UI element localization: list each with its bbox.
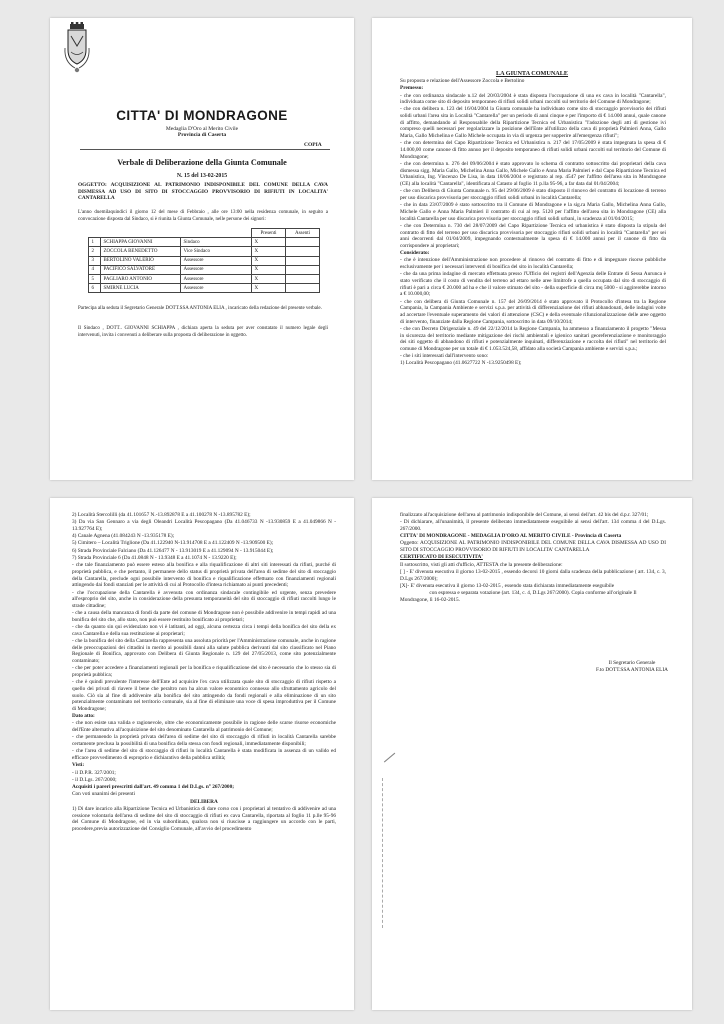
member-absent (286, 265, 320, 274)
paragraph: Acquisiti i pareri prescritti dall'art. 49 comma 1 del D.Lgs. n° 267/2000; (72, 784, 234, 791)
intro-paragraph: L'anno duemilaquindici il giorno 12 del mese di Febbraio , alle ore 13:00 nella residenza comunale, in seguito a convocazione disposta dal Sindaco, si è riunita la Giunta Comunale, nelle persone dei signori: (78, 210, 328, 222)
paragraph: - che con Determina n. 730 del 28/07/2009 del Capo Ripartizione Tecnica ed urbanistica è stato disposta la stipula del contratto di fitto del terreno per uso discarica provvisoria per stoccaggio rifiuti solidi urbani in località "Cantarella" per sei anni decorrenti dal 01/04/2009, impegnando contestualmente la spesa di € 14.000 annui per il canone di fitto da corrispondere ai proprietari; (400, 222, 666, 249)
paragraph: 3) Da via San Gennaro a via degli Oleandri Località Pescopagano (Da 41.046733 N -13.930859 E a 41.049866 N - 13.927764 E); (72, 519, 336, 532)
signature-role: Il Segretario Generale (608, 660, 656, 666)
paragraph: 2) Località Stercolilli (da 41.101657 N.-13.892878 E a 41.100278 N -13.895782 E); (72, 512, 251, 518)
table-row (89, 274, 320, 283)
member-present: X (252, 247, 286, 256)
paragraph: - che con delibera di Giunta Comunale n. 157 del 26/09/2014 è stato approvato il Protocollo d'intesa tra la Regione Campania, la Campania Ambiente e servizi s.p.a. per attività di differenziazione dei rifiuti abbandonati, delle indagini volte ad accertare l'eventuale superamento dei valori di attenzione (CSC) e della eventuale rifunzionalizzazione delle aree oggetto di intervento, finanziate dalla Regione Campania, sottoscritto in data 09/10/2014; (400, 298, 666, 325)
municipal-crest-icon (62, 22, 92, 74)
paragraph: - che con determina del Capo Ripartizione Tecnica ed Urbanistica n. 217 del 17/05/2009 è stata impegnata la spesa di € 14.000,00 come canone di fitto annuo per il deposito temporaneo di rifiuti solidi urbani raccolti sul territorio del Comune di Mondragone; (400, 140, 666, 160)
paragraph: Premesso: (400, 85, 424, 92)
member-number: 2 (89, 247, 101, 256)
member-present: X (252, 284, 286, 293)
member-role: Assessore (181, 274, 252, 283)
paragraph: Il sottoscritto, visti gli atti d'ufficio, ATTESTA che la presente deliberazione: (400, 561, 563, 568)
mayor-paragraph: Il Sindaco , DOTT.. GIOVANNI SCHIAPPA , dichiara aperta la seduta per aver constatato il numero legale degli intervenuti, invita i convenuti a deliberare sulla proposta di deliberazione in oggetto. (78, 326, 328, 338)
table-row (89, 284, 320, 293)
paragraph: 7) Strada Provinciale 6 (Da 41.0848 N - 13.9348 E a 41.1074 N - 13.9220 E); (72, 555, 237, 561)
member-absent (286, 238, 320, 247)
document-title: Verbale di Deliberazione della Giunta Comunale (117, 158, 287, 167)
paragraph: 1) Località Pescopagano (41.0627722 N -13.9250498 E); (400, 360, 522, 367)
paragraph: - che da quanto sin qui evidenziato non vi è latitanti, ad oggi, alcuna certezza circa i tempi della bonifica del sito della ex cava Cantarella e della sua restituzione ai proprietari; (72, 624, 336, 637)
subject-block (78, 182, 328, 202)
subtitle-province: Provincia di Caserta (177, 132, 227, 138)
member-name: SMIRNE LUCIA (101, 284, 181, 293)
document-number: N. 15 del 13-02-2015 (176, 173, 228, 179)
member-name: PACIFICO SALVATORE (101, 265, 181, 274)
page-4-body (400, 512, 666, 605)
page-4 (372, 498, 692, 1010)
paragraph: - che permanendo la proprietà privata dell'area di sedime del sito di stoccaggio di rifiuti in località Cantarella sarebbe certamente preclusa la possibilità di una bonifica della stessa con fondi regionali, immediatamente disponibili; (72, 734, 336, 748)
member-role: Sindaco (181, 238, 252, 247)
attendance-table (88, 228, 320, 293)
pen-mark (379, 747, 396, 763)
paragraph: - il D.P.R. 327/2001; (72, 769, 116, 776)
paragraph: - che tale finanziamento può essere esteso alla bonifica e alla riqualificazione di altri siti interessati da rifiuti, purché di proprietà pubblica, e che pertanto, il permanere dello status di proprietà privata dell'area di sedime del sito di stoccaggio della Cantarella, preclude ogni possibile intervento di bonifica e riqualificazione effettuato con finanziamenti regionali attingendo dai fondi stanziati per le attività di cui al Protocollo d'intesa richiamato ai punti precedenti; (72, 562, 336, 589)
member-number: 1 (89, 238, 101, 247)
page-1 (50, 18, 354, 480)
paragraph: 4) Canale Agnena (41.084243 N -13.935178 E); (72, 533, 175, 540)
paragraph: Mondragone, lì 16-02-2015. (400, 597, 461, 604)
divider (80, 149, 330, 150)
member-role: Assessore (181, 256, 252, 265)
table-row (89, 247, 320, 256)
paragraph: CITTA' DI MONDRAGONE - MEDAGLIA D'ORO AL MERITO CIVILE - Provincia di Caserta (400, 533, 622, 540)
paragraph: - che i siti interessati dall'intervento sono: (400, 353, 489, 360)
paragraph: - che da una prima indagine di mercato effettuata presso l'Ufficio dei registri dell'Agenzia delle Entrate di Sessa Aurunca è stato verificato che il costo di vendita del terreno ad ettaro nelle aree limitrofe a quella occupata dal sito di stoccaggio di rifiuti è pari a circa € 20.000 ad ha e che il valore stimato del sito - della superficie di circa mq 5000 - si aggirerebbe intorno a € 10.000,00; (400, 271, 666, 298)
member-present: X (252, 256, 286, 265)
paragraph: - che per poter accedere a finanziamenti regionali per la bonifica e riqualificazione del sito è necessario che lo stesso sia di proprietà pubblica; (72, 665, 336, 678)
scan-margin-line (382, 778, 391, 928)
member-absent (286, 247, 320, 256)
member-number: 5 (89, 274, 101, 283)
signature-block (582, 660, 682, 674)
paragraph: - che è intenzione dell'Amministrazione non procedere al rinnovo del contratto di fitto e di impegnare risorse pubbliche esclusivamente per i necessari interventi di bonifica del sito in località Cantarella; (400, 257, 666, 271)
subject-text: ACQUISIZIONE AL PATRIMONIO INDISPONIBILE DEL COMUNE DELLA CAVA DISMESSA AD USO DI SITO DI STOCCAGGIO PROVVISORIO DI RIFIUTI IN LOCALITA' CANTARELLA (78, 182, 328, 202)
page-3 (50, 498, 354, 1010)
table-row (89, 256, 320, 265)
member-number: 6 (89, 284, 101, 293)
paragraph: - che con determina n. 276 del 09/06/2004 è stato approvato lo schema di contratto sottoscritto dai proprietari della cava dismessa sigg. Maria Gallo, Michelina Anna Gallo, Michele Gallo e Anna Maria Palmieri e dal Capo Ripartizione Tecnica ed Urbanistica, Ing. Vincenzo De Lisa, in data 18/06/2004 e registrato al rep. 4547 per l'affitto dell'area sita in Mondragone (CE) alla località "Cantarella", identificata al Catasto al foglio 11 p.lla 95-96, a far data dal 01/04/2004; (400, 161, 666, 188)
member-present: X (252, 238, 286, 247)
copy-label: COPIA (304, 142, 322, 148)
paragraph: - che la bonifica del sito della Cantarella rappresenta una assoluta priorità per l'Amministrazione comunale, anche in ragione delle preoccupazioni dei cittadini in merito ai possibili danni alla salute pubblica derivanti dal sito classificato nel Piano Regionale di Bonifica, approvato con Delibera di Giunta Regionale n. 129 del 27/05/2013, come sito potenzialmente contaminato; (72, 638, 336, 665)
paragraph: - che a causa della mancanza di fondi da parte del comune di Mondragone non è possibile addivenire in tempi rapidi ad una bonifica del sito che, allo stato, non può essere restituito bonificato ai proprietari; (72, 610, 336, 623)
paragraph: con espressa e separata votazione (art. 134, c. 4, D.Lgs 267/2000). Copia conforme all'originale Il (429, 590, 637, 597)
member-present: X (252, 265, 286, 274)
paragraph: finalizzato all'acquisizione dell'area al patrimonio indisponibile del Comune, ai sensi dell'art. 42 bis del d.p.r. 327/01; (400, 512, 649, 518)
subtitle-medal: Medaglia D'Oro al Merito Civile (165, 126, 239, 132)
paragraph: Visti: (72, 762, 85, 769)
paragraph: - che con delibera n. 123 del 16/04/2004 la Giunta comunale ha individuato come sito di stoccaggio provvisorio dei rifiuti solidi urbani l'area sita in Località "Cantarella" per un periodo di anni cinque e per l'importo di € 14.000 annui, quale canone di affitto, demandando al Responsabile della Ripartizione Tecnica ed Urbanistica "l'adozione degli atti di gestione ivi compreso quelli necessari per regolarizzare la posizione dell'Ente all'utilizzo della cava di proprietà Palmieri Anna, Gallo Maria, Gallo Michelina e Gallo Michele occupata in via di urgenza per sopperire all'emergenza rifiuti"; (400, 106, 666, 140)
paragraph: - Di dichiarare, all'unanimità, il presente deliberato immediatamente eseguibile ai sensi dell'art. 134 comma 4 del D.Lgs. 267/2000. (400, 519, 666, 532)
paragraph: - che con Decreto Dirigenziale n. 49 del 22/12/2014 la Regione Campania, ha ammesso a finanziamento il progetto "Messa in sicurezza del territorio mediante mitigazione dei rischi ambientali e igienico sanitari georeferenziazione e monitoraggio dei siti oggetto di abbandono di rifiuti e potenzialmente inquinati, differenziazione e raccolta dei rifiuti" nel territorio del comune di Mondragone per un totale di € 1.053.524,58, affidato alla società Campania ambiente e servizi s.p.a.; (400, 325, 666, 352)
paragraph: Con voti unanimi dei presenti (72, 791, 135, 798)
paragraph: - che è quindi prevalente l'interesse dell'Ente ad acquisire l'ex cava utilizzata quale sito di stoccaggio di rifiuti rispetto a quello dei privati di riavere il bene che peraltro non ha alcun valore economico connesso allo sfruttamento agricolo del suolo. Ciò sia al fine di addivenire alla bonifica del sito attingendo da fondi regionali e alla eliminazione di un sito potenzialmente contaminato nel territorio comunale, sia al fine di eliminare una voce di spesa improduttiva per il Comune di Mondragone; (72, 679, 336, 712)
secretary-paragraph: Partecipa alla seduta il Segretario Generale DOTT.SSA ANTONIA ELIA , incaricato della redazione del presente verbale. (78, 306, 322, 311)
table-row (89, 238, 320, 247)
member-absent (286, 256, 320, 265)
paragraph: Su proposta e relazione dell'Assessore Zoccola e Bertolino (400, 78, 525, 84)
paragraph: - il D.Lgs. 267/2000; (72, 776, 117, 783)
paragraph: [ ] - E' divenuta esecutiva il giorno 13-02-2015 , essendo decorsi 10 giorni dalla scadenza della pubblicazione ( art. 134, c. 3, D.Lgs 267/2000); (400, 568, 666, 582)
member-name: ZOCCOLA BENEDETTO (101, 247, 181, 256)
section-heading: LA GIUNTA COMUNALE (495, 70, 569, 77)
member-name: BERTOLINO VALERIO (101, 256, 181, 265)
paragraph: 6) Strada Provinciale Falciano (Da 41.126477 N - 13.913019 E a 41.129094 N - 13.915044 E); (72, 547, 274, 554)
paragraph: DELIBERA (190, 798, 218, 805)
member-role: Assessore (181, 265, 252, 274)
paragraph: [X]- E' divenuta esecutiva il giorno 13-02-2015 , essendo stata dichiarata immediatamente eseguibile (400, 582, 615, 589)
member-name: PAGLIARO ANTONIO (101, 274, 181, 283)
paragraph: 5) Cimitero – Località Triglione (Da 41.122940 N-13.914708 E a 41.122409 N -13.909500 E); (72, 540, 274, 547)
paragraph: Dato atto: (72, 713, 95, 720)
paragraph: - che l'area di sedime del sito di stoccaggio di rifiuti in località Cantarella è stata modificata in assenza di un valido ed efficace provvedimento di esproprio e dichiarativo della pubblica utilità; (72, 748, 336, 762)
member-absent (286, 274, 320, 283)
member-role: Vice Sindaco (181, 247, 252, 256)
col-assenti: Assenti (286, 229, 320, 238)
paragraph: Oggetto: ACQUISIZIONE AL PATRIMONIO INDISPONIBILE DEL COMUNE DELLA CAVA DISMESSA AD USO DI SITO DI STOCCAGGIO PROVVISORIO DI RIFIUTI IN LOCALITA' CANTARELLA (400, 540, 666, 554)
page-2-body (400, 78, 666, 368)
table-header-row (89, 229, 320, 238)
subject-label: OGGETTO: (78, 182, 107, 188)
paragraph: - che con Delibera di Giunta Comunale n. 95 del 29/06/2009 è stato disposto il rinnovo del contratto di locazione di terreno per uso discarica provvisoria per stoccaggio rifiuti solidi urbani in località Cantarella; (400, 188, 666, 201)
page-title: CITTA' DI MONDRAGONE (116, 108, 288, 123)
paragraph: 1) Di dare incarico alla Ripartizione Tecnica ed Urbanistica di dare corso con i proprietari al tentativo di addivenire ad una cessione volontaria dell'area di sedime del sito di stoccaggio di rifiuti ex cava Cantarella, riportata al foglio 11 p.lle 95-96 del Comune di Mondragone, ed in via subordinata, qualora non si riuscisse a raggiungere un accordo con le parti, procedere,previa autorizzazione del Consiglio Comunale, all'avvio del procedimento (72, 805, 336, 832)
paragraph: CERTIFICATO DI ESECUTIVITA' (400, 554, 483, 561)
member-number: 3 (89, 256, 101, 265)
col-presenti: Presenti (252, 229, 286, 238)
member-absent (286, 284, 320, 293)
table-row (89, 265, 320, 274)
signature-name: F.to DOTT.SSA ANTONIA ELIA (596, 667, 668, 674)
member-role: Assessore (181, 284, 252, 293)
paragraph: - che l'occupazione della Cantarella è avvenuta con ordinanza sindacale contingibile ed urgente, senza prevedere all'esproprio del sito, anche in considerazione della presunta temporaneità del sito di stoccaggio di rifiuti raccolti lungo le strade cittadine; (72, 589, 336, 609)
paragraph: - che in data 23/07/2009 è stato sottoscritto tra il Comune di Mondragone e la sig.ra Maria Gallo, Michelina Anna Gallo, Michele Gallo e Anna Maria Palmieri il contratto di cui al rep. 5120 per l'affitto dell'area sita in Mondragone (CE) alla località Cantarella per uso discarica provvisoria per stoccaggio rifiuti solidi urbani, in scadenza al 01/04/2015; (400, 202, 666, 222)
member-present: X (252, 274, 286, 283)
member-name: SCHIAPPA GIOVANNI (101, 238, 181, 247)
page-3-body (72, 512, 336, 833)
member-number: 4 (89, 265, 101, 274)
paragraph: Considerato: (400, 250, 430, 257)
page-2 (372, 18, 692, 480)
paragraph: - che non esiste una valida e ragionevole, oltre che economicamente possibile in ragione delle scarse risorse economiche dell'Ente alternativa all'acquisizione del sito denominato Cantarella al patrimonio del Comune; (72, 720, 336, 734)
paragraph: - che con ordinanza sindacale n.12 del 20/03/2004 è stata disposta l'occupazione di una ex cava in località "Cantarella", individuata come sito di deposito temporaneo di rifiuti solidi urbani raccolti sul territorio del Comune di Mondragone; (400, 92, 666, 106)
